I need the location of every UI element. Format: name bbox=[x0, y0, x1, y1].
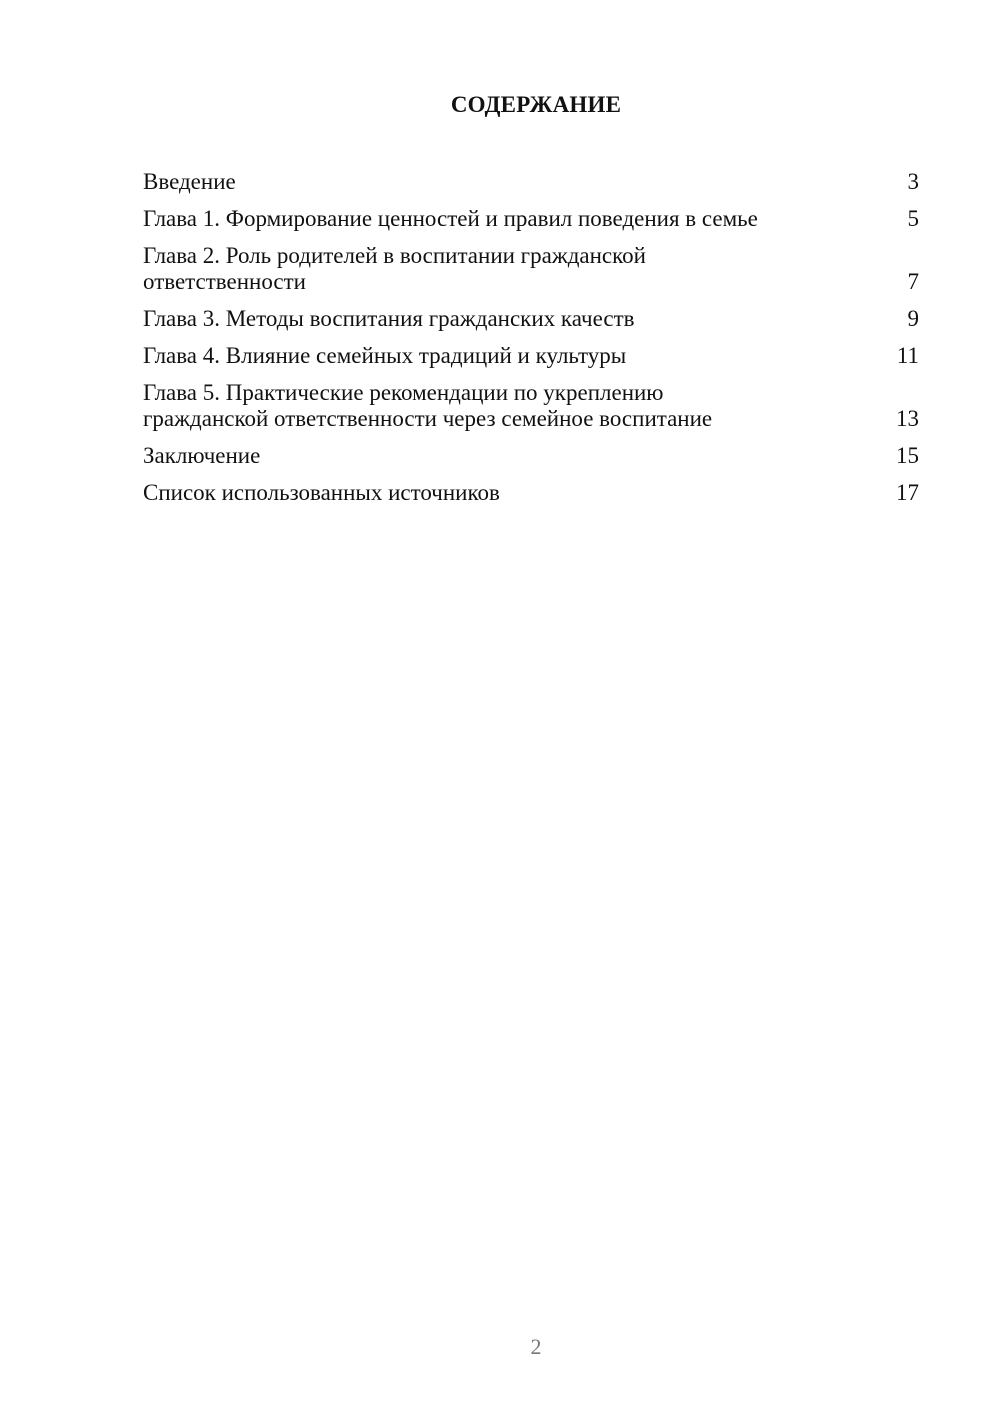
toc-entry-label-line: Глава 4. Влияние семейных традиций и культуры bbox=[143, 343, 627, 368]
page-number: 2 bbox=[530, 1334, 542, 1359]
toc-entry-label-line: Глава 5. Практические рекомендации по укреплению bbox=[143, 380, 664, 405]
toc-entry-label-line: Глава 2. Роль родителей в воспитании гражданской bbox=[143, 243, 646, 268]
toc-entry-label bbox=[143, 443, 889, 469]
toc-entry-label-line: гражданской ответственности через семейное воспитание bbox=[143, 406, 713, 431]
toc-entry-label bbox=[143, 306, 889, 332]
toc-entry-conclusion[interactable] bbox=[143, 443, 919, 469]
toc-entry-label bbox=[143, 169, 889, 195]
toc-entry-page-number: 17 bbox=[896, 480, 919, 505]
toc-entry-label bbox=[143, 343, 889, 369]
toc-title: СОДЕРЖАНИЕ bbox=[450, 92, 622, 117]
toc-entry-label-line: Глава 1. Формирование ценностей и правил поведения в семье bbox=[143, 206, 758, 231]
toc-entry-chapter-1[interactable] bbox=[143, 206, 919, 232]
toc-entry-label bbox=[143, 206, 889, 232]
toc-entry-chapter-5[interactable] bbox=[143, 380, 919, 432]
toc-entry-page-number: 9 bbox=[907, 306, 919, 331]
toc-entry-page-number: 3 bbox=[907, 169, 919, 194]
toc-entry-label-line: ответственности bbox=[143, 269, 306, 294]
toc-entry-introduction[interactable] bbox=[143, 169, 919, 195]
toc-entry-label bbox=[143, 480, 889, 506]
toc-entry-chapter-2[interactable] bbox=[143, 243, 919, 295]
toc-entry-page-number: 7 bbox=[907, 269, 919, 294]
toc-entry-references[interactable] bbox=[143, 480, 919, 506]
toc-entry-label-line: Список использованных источников bbox=[143, 480, 500, 505]
toc-entry-label bbox=[143, 243, 889, 295]
toc-entry-label-line: Введение bbox=[143, 169, 236, 194]
toc-entry-page-number: 11 bbox=[896, 343, 919, 368]
toc-entry-chapter-4[interactable] bbox=[143, 343, 919, 369]
toc-entry-label-line: Заключение bbox=[143, 443, 261, 468]
toc-entry-label-line: Глава 3. Методы воспитания гражданских качеств bbox=[143, 306, 635, 331]
toc-entry-chapter-3[interactable] bbox=[143, 306, 919, 332]
table-of-contents bbox=[143, 169, 919, 517]
toc-entry-page-number: 5 bbox=[907, 206, 919, 231]
toc-entry-page-number: 13 bbox=[896, 406, 919, 431]
toc-entry-page-number: 15 bbox=[896, 443, 919, 468]
toc-entry-label bbox=[143, 380, 889, 432]
